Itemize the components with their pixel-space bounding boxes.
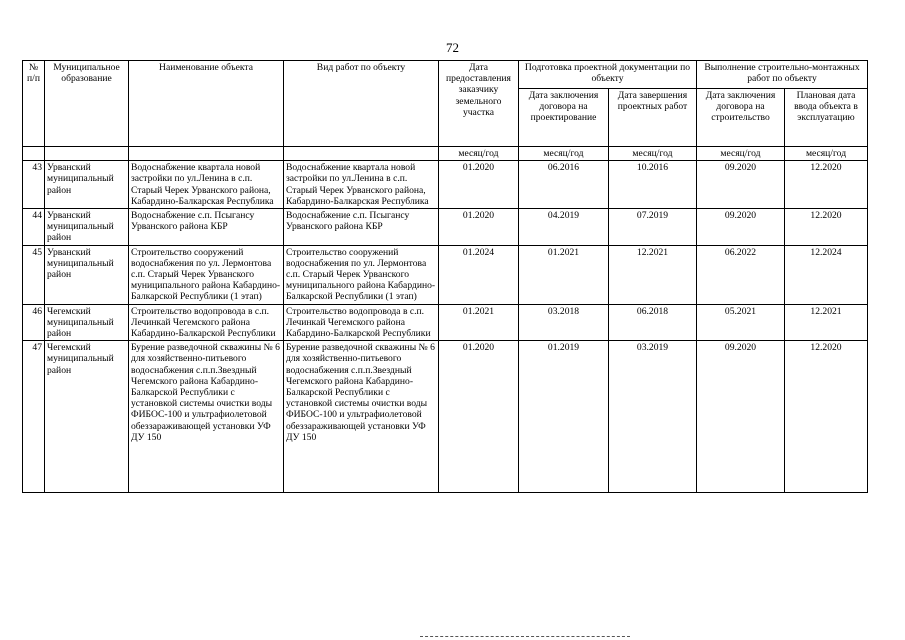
row-build-contract: 09.2020 [697,161,785,209]
row-build-contract: 09.2020 [697,209,785,246]
row-design-end: 10.2016 [609,161,697,209]
row-design-contract: 04.2019 [519,209,609,246]
row-municipality: Урванский муниципальный район [45,209,129,246]
row-object-name: Строительство водопровода в с.п. Лечинкай Чегемского района Кабардино-Балкарской Республики [129,304,284,341]
row-design-end: 12.2021 [609,245,697,304]
header-commission: Плановая дата ввода объекта в эксплуатацию [785,89,868,147]
objects-table [22,60,868,493]
row-object-name: Бурение разведочной скважины № 6 для хозяйственно-питьевого водоснабжения с.п.п.Звездный Чегемского района Кабардино-Балкарской Республики с установкой системы очистки воды ФИБОС-100 и ультрафиолетовой обеззараживающей установки УФ ДУ 150 [129,341,284,493]
row-build-contract: 05.2021 [697,304,785,341]
row-commission: 12.2024 [785,245,868,304]
header-design-group: Подготовка проектной документации по объекту [519,61,697,89]
row-num: 45 [23,245,45,304]
header-design-contract: Дата заключения договора на проектирование [519,89,609,147]
row-design-contract: 03.2018 [519,304,609,341]
row-object-name: Водоснабжение квартала новой застройки по ул.Ленина в с.п. Старый Черек Урванского района, Кабардино-Балкарская Республика [129,161,284,209]
unit-label-land-date: месяц/год [439,147,519,161]
row-num: 44 [23,209,45,246]
row-work-type: Водоснабжение с.п. Псыгансу Урванского района КБР [284,209,439,246]
row-commission: 12.2021 [785,304,868,341]
row-land-date: 01.2020 [439,209,519,246]
unit-cell-empty [284,147,439,161]
header-build-contract: Дата заключения договора на строительство [697,89,785,147]
scan-artifact-line [420,636,630,640]
row-municipality: Чегемский муниципальный район [45,304,129,341]
row-work-type: Строительство водопровода в с.п. Лечинкай Чегемского района Кабардино-Балкарской Республики [284,304,439,341]
row-commission: 12.2020 [785,341,868,493]
table-row [23,209,868,246]
row-work-type: Бурение разведочной скважины № 6 для хозяйственно-питьевого водоснабжения с.п.п.Звездный Чегемского района Кабардино-Балкарской Республики с установкой системы очистки воды ФИБОС-100 и ультрафиолетовой обеззараживающей установки УФ ДУ 150 [284,341,439,493]
header-work-type: Вид работ по объекту [284,61,439,147]
header-design-end: Дата завершения проектных работ [609,89,697,147]
row-num: 43 [23,161,45,209]
unit-cell-empty [45,147,129,161]
unit-cell-empty [23,147,45,161]
table-row [23,304,868,341]
unit-label-build-contract: месяц/год [697,147,785,161]
unit-label-design-contract: месяц/год [519,147,609,161]
row-land-date: 01.2021 [439,304,519,341]
header-land-date: Дата предоставления заказчику земельного участка [439,61,519,147]
row-commission: 12.2020 [785,161,868,209]
row-num: 47 [23,341,45,493]
row-design-end: 03.2019 [609,341,697,493]
row-object-name: Водоснабжение с.п. Псыгансу Урванского района КБР [129,209,284,246]
unit-label-design-end: месяц/год [609,147,697,161]
row-land-date: 01.2020 [439,341,519,493]
row-design-contract: 06.2016 [519,161,609,209]
row-commission: 12.2020 [785,209,868,246]
row-build-contract: 09.2020 [697,341,785,493]
row-land-date: 01.2024 [439,245,519,304]
unit-label-commission: месяц/год [785,147,868,161]
table-row [23,245,868,304]
row-municipality: Чегемский муниципальный район [45,341,129,493]
header-object-name: Наименование объекта [129,61,284,147]
row-num: 46 [23,304,45,341]
row-design-end: 06.2018 [609,304,697,341]
row-work-type: Строительство сооружений водоснабжения по ул. Лермонтова с.п. Старый Черек Урванского муниципального района Кабардино-Балкарской Республики (1 этап) [284,245,439,304]
row-design-contract: 01.2021 [519,245,609,304]
page-number: 72 [446,40,459,55]
unit-cell-empty [129,147,284,161]
row-work-type: Водоснабжение квартала новой застройки по ул.Ленина в с.п. Старый Черек Урванского района, Кабардино-Балкарская Республика [284,161,439,209]
header-num: № п/п [23,61,45,147]
row-build-contract: 06.2022 [697,245,785,304]
row-design-end: 07.2019 [609,209,697,246]
row-municipality: Урванский муниципальный район [45,245,129,304]
row-object-name: Строительство сооружений водоснабжения по ул. Лермонтова с.п. Старый Черек Урванского муниципального района Кабардино-Балкарской Республики (1 этап) [129,245,284,304]
header-build-group: Выполнение строительно-монтажных работ по объекту [697,61,868,89]
header-municipality: Муниципальное образование [45,61,129,147]
row-municipality: Урванский муниципальный район [45,161,129,209]
row-design-contract: 01.2019 [519,341,609,493]
row-land-date: 01.2020 [439,161,519,209]
table-row [23,161,868,209]
table-row [23,341,868,493]
